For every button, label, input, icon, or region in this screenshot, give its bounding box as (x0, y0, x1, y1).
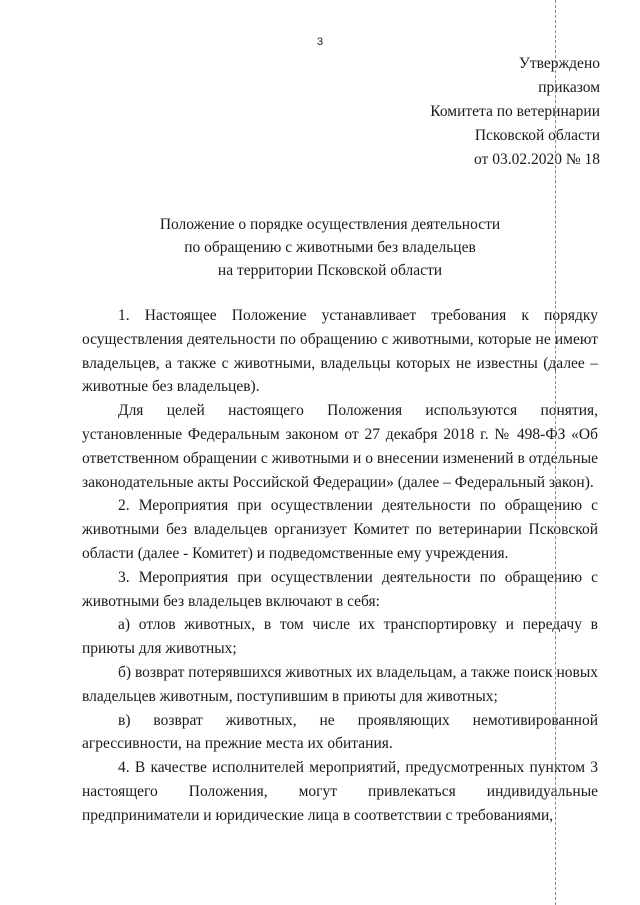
paragraph: б) возврат потерявшихся животных их владельцам, а также поиск новых владельцев животным, поступившим в приюты для животных; (82, 663, 598, 705)
paragraph: а) отлов животных, в том числе их транспортировку и передачу в приюты для животных; (82, 616, 598, 658)
title-line: по обращению с животными без владельцев (184, 239, 476, 256)
approval-line: от 03.02.2020 № 18 (474, 151, 600, 168)
paragraph: 3. Мероприятия при осуществлении деятельности по обращению с животными без владельцев включают в себя: (82, 568, 598, 610)
approval-line: Псковской области (474, 127, 600, 144)
page-number: 3 (316, 36, 324, 48)
paragraph: 2. Мероприятия при осуществлении деятельности по обращению с животными без владельцев организует Комитет по ветеринарии Псковской области (далее - Комитет) и подведомственные ему учреждения. (82, 497, 598, 562)
approval-block (430, 52, 600, 172)
approval-line: Комитета по ветеринарии (430, 103, 600, 120)
document-body (82, 304, 598, 828)
approval-line: приказом (538, 79, 600, 96)
document-title (60, 213, 600, 282)
paragraph: 1. Настоящее Положение устанавливает требования к порядку осуществления деятельности по обращению с животными, которые не имеют владельцев, а также с животными, владельцы которых не известны (далее – животные без владельцев). (82, 307, 598, 396)
title-line: Положение о порядке осуществления деятельности (159, 216, 501, 233)
paragraph: в) возврат животных, не проявляющих немотивированной агрессивности, на прежние места их обитания. (82, 711, 598, 753)
approval-line: Утверждено (518, 55, 600, 72)
paragraph: Для целей настоящего Положения используются понятия, установленные Федеральным законом от 27 декабря 2018 г. № 498-ФЗ «Об ответственном обращении с животными и о внесении изменений в отдельные законодательные акты Российской Федерации» (далее – Федеральный закон). (82, 402, 598, 491)
paragraph: 4. В качестве исполнителей мероприятий, предусмотренных пунктом 3 настоящего Положения, могут привлекаться индивидуальные предприниматели и юридические лица в соответствии с требованиями, (82, 759, 598, 824)
title-line: на территории Псковской области (217, 262, 443, 279)
binding-stitch-line (555, 0, 556, 905)
